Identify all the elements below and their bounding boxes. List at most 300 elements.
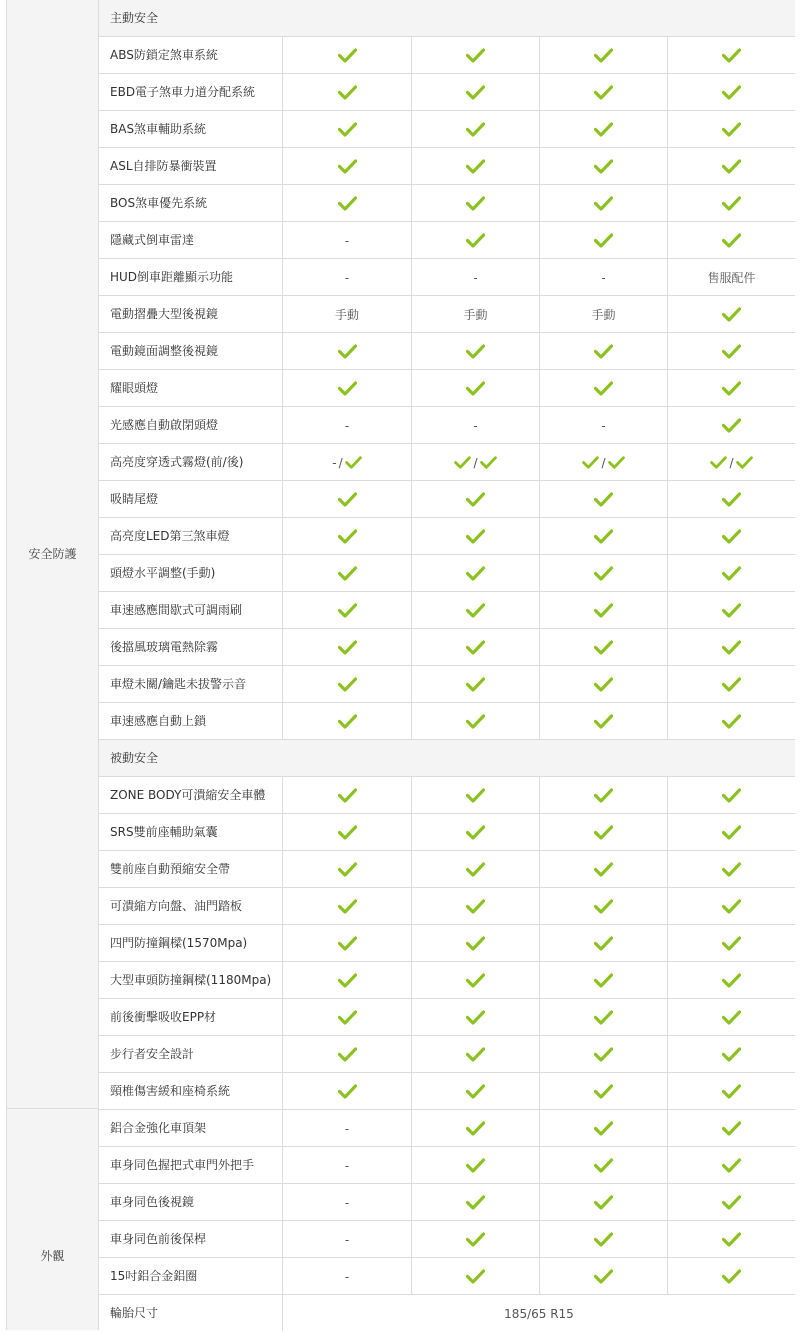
- trim-cell-1: [282, 1221, 411, 1257]
- trim-cell-3: [539, 999, 667, 1035]
- row-label: BOS煞車優先系統: [110, 196, 208, 210]
- check-icon: [466, 1158, 485, 1173]
- trim-cell-4: [667, 1036, 795, 1072]
- trim-cell-3: [539, 444, 667, 480]
- row-label: 步行者安全設計: [110, 1047, 195, 1061]
- check-icon: [722, 899, 741, 914]
- table-row: [99, 666, 795, 703]
- trim-cell-2: [411, 555, 539, 591]
- check-icon: [594, 936, 613, 951]
- trim-cell-1: [282, 592, 411, 628]
- check-icon: [722, 159, 741, 174]
- check-icon: [345, 456, 362, 469]
- check-icon: [466, 714, 485, 729]
- trim-cell-1: [282, 370, 411, 406]
- trim-cell-4: [667, 925, 795, 961]
- check-icon: [594, 344, 613, 359]
- trim-cell-4: [667, 814, 795, 850]
- row-label: 電動摺疊大型後視鏡: [110, 307, 219, 321]
- check-icon: [466, 862, 485, 877]
- check-icon: [338, 1047, 357, 1062]
- check-icon: [466, 529, 485, 544]
- check-icon: [594, 677, 613, 692]
- trim-cell-1: [282, 1110, 411, 1146]
- table-row: [99, 1110, 795, 1147]
- trim-cell-2: [411, 1258, 539, 1294]
- trim-cell-4: [667, 259, 795, 295]
- table-row: [99, 296, 795, 333]
- check-icon: [722, 196, 741, 211]
- cell-text: -: [344, 1121, 350, 1136]
- trim-cell-2: [411, 1184, 539, 1220]
- trim-cell-2: [411, 518, 539, 554]
- check-icon: [722, 1158, 741, 1173]
- table-row: [99, 333, 795, 370]
- check-icon: [466, 1269, 485, 1284]
- table-row: [99, 222, 795, 259]
- section-header-row: [99, 740, 795, 777]
- trim-cell-3: [539, 37, 667, 73]
- tire-size-value: [282, 1295, 795, 1331]
- check-icon: [722, 344, 741, 359]
- row-label: 前後衝擊吸收EPP材: [110, 1010, 217, 1024]
- check-icon: [454, 456, 471, 469]
- trim-cell-1: [282, 851, 411, 887]
- trim-cell-1: [282, 1258, 411, 1294]
- trim-cell-2: [411, 666, 539, 702]
- trim-cell-1: [282, 1073, 411, 1109]
- category-divider: [7, 1108, 98, 1109]
- check-icon: [722, 640, 741, 655]
- table-row: [99, 1221, 795, 1258]
- cell-text: 手動: [463, 307, 488, 322]
- trim-cell-4: [667, 296, 795, 332]
- trim-cell-3: [539, 407, 667, 443]
- row-label: 後擋風玻璃電熱除霧: [110, 640, 219, 654]
- trim-cell-3: [539, 518, 667, 554]
- trim-cell-1: [282, 74, 411, 110]
- trim-cell-4: [667, 1221, 795, 1257]
- row-label: 可潰縮方向盤、油門踏板: [110, 899, 243, 913]
- check-icon: [338, 973, 357, 988]
- check-icon: [338, 640, 357, 655]
- row-label: 高亮度穿透式霧燈(前/後): [110, 455, 244, 469]
- table-left-border: [6, 0, 7, 1330]
- table-row: [99, 1258, 795, 1295]
- check-icon: [722, 418, 741, 433]
- table-row: [99, 1147, 795, 1184]
- check-icon: [338, 492, 357, 507]
- trim-cell-3: [539, 814, 667, 850]
- check-icon: [594, 1084, 613, 1099]
- row-label: 頭燈水平調整(手動): [110, 566, 216, 580]
- trim-cell-4: [667, 1110, 795, 1146]
- trim-cell-4: [667, 148, 795, 184]
- check-icon: [466, 603, 485, 618]
- check-icon: [594, 1010, 613, 1025]
- trim-cell-2: [411, 629, 539, 665]
- trim-cell-2: [411, 444, 539, 480]
- row-label: ASL自排防暴衝裝置: [110, 159, 217, 173]
- check-icon: [722, 307, 741, 322]
- check-icon: [594, 973, 613, 988]
- trim-cell-4: [667, 851, 795, 887]
- category-column: [7, 0, 98, 1330]
- trim-cell-3: [539, 481, 667, 517]
- table-row: [99, 111, 795, 148]
- trim-cell-4: [667, 333, 795, 369]
- trim-cell-1: [282, 333, 411, 369]
- check-icon: [594, 48, 613, 63]
- trim-cell-1: [282, 925, 411, 961]
- check-icon: [480, 456, 497, 469]
- trim-cell-4: [667, 407, 795, 443]
- trim-cell-2: [411, 111, 539, 147]
- table-row: [99, 185, 795, 222]
- slash-separator: /: [338, 455, 343, 470]
- check-icon: [722, 788, 741, 803]
- table-row: [99, 1036, 795, 1073]
- table-row: [99, 407, 795, 444]
- trim-cell-3: [539, 962, 667, 998]
- check-icon: [594, 1121, 613, 1136]
- trim-cell-2: [411, 1110, 539, 1146]
- check-icon: [582, 456, 599, 469]
- row-label: 隱藏式倒車雷達: [110, 233, 195, 247]
- check-icon: [338, 566, 357, 581]
- section-title-active-safety: 主動安全: [110, 11, 159, 25]
- trim-cell-2: [411, 481, 539, 517]
- trim-cell-1: [282, 185, 411, 221]
- trim-cell-1: [282, 148, 411, 184]
- trim-cell-4: [667, 666, 795, 702]
- check-icon: [594, 529, 613, 544]
- trim-cell-3: [539, 1036, 667, 1072]
- check-icon: [594, 1047, 613, 1062]
- check-icon: [466, 122, 485, 137]
- table-row: [99, 888, 795, 925]
- cell-text: -: [344, 1269, 350, 1284]
- check-icon: [594, 566, 613, 581]
- check-icon: [338, 344, 357, 359]
- check-icon: [594, 1232, 613, 1247]
- trim-cell-3: [539, 666, 667, 702]
- trim-cell-4: [667, 777, 795, 813]
- check-icon: [338, 899, 357, 914]
- trim-cell-4: [667, 111, 795, 147]
- check-icon: [736, 456, 753, 469]
- cell-text: 手動: [591, 307, 616, 322]
- cell-text: -: [344, 1158, 350, 1173]
- trim-cell-2: [411, 592, 539, 628]
- check-icon: [594, 603, 613, 618]
- trim-cell-2: [411, 962, 539, 998]
- row-label: ABS防鎖定煞車系統: [110, 48, 218, 62]
- check-icon: [722, 1232, 741, 1247]
- table-row: [99, 37, 795, 74]
- check-icon: [594, 640, 613, 655]
- check-icon: [338, 714, 357, 729]
- trim-cell-4: [667, 222, 795, 258]
- trim-cell-3: [539, 555, 667, 591]
- cell-text: -: [344, 233, 350, 248]
- table-row: [99, 74, 795, 111]
- trim-cell-1: [282, 666, 411, 702]
- check-icon: [338, 936, 357, 951]
- check-icon: [594, 862, 613, 877]
- trim-cell-1: [282, 888, 411, 924]
- trim-cell-3: [539, 259, 667, 295]
- check-icon: [722, 973, 741, 988]
- check-icon: [466, 677, 485, 692]
- table-row: [99, 592, 795, 629]
- check-icon: [594, 85, 613, 100]
- check-icon: [594, 899, 613, 914]
- check-icon: [594, 159, 613, 174]
- check-icon: [466, 1232, 485, 1247]
- trim-cell-4: [667, 629, 795, 665]
- trim-cell-4: [667, 555, 795, 591]
- table-row: [99, 925, 795, 962]
- trim-cell-3: [539, 1110, 667, 1146]
- trim-cell-3: [539, 148, 667, 184]
- check-icon: [722, 1195, 741, 1210]
- trim-cell-4: [667, 999, 795, 1035]
- check-icon: [338, 603, 357, 618]
- trim-cell-3: [539, 1258, 667, 1294]
- row-label: 雙前座自動預縮安全帶: [110, 862, 231, 876]
- check-icon: [466, 492, 485, 507]
- trim-cell-2: [411, 407, 539, 443]
- check-icon: [466, 159, 485, 174]
- trim-cell-2: [411, 1221, 539, 1257]
- trim-cell-3: [539, 703, 667, 739]
- table-row: [99, 851, 795, 888]
- trim-cell-1: [282, 814, 411, 850]
- trim-cell-2: [411, 296, 539, 332]
- check-icon: [338, 1010, 357, 1025]
- check-icon: [722, 233, 741, 248]
- trim-cell-4: [667, 444, 795, 480]
- check-icon: [594, 381, 613, 396]
- check-icon: [466, 381, 485, 396]
- trim-cell-1: [282, 222, 411, 258]
- trim-cell-1: [282, 962, 411, 998]
- check-icon: [722, 381, 741, 396]
- trim-cell-1: [282, 999, 411, 1035]
- trim-cell-4: [667, 1073, 795, 1109]
- trim-cell-1: [282, 407, 411, 443]
- trim-cell-3: [539, 333, 667, 369]
- check-icon: [338, 677, 357, 692]
- trim-cell-1: [282, 1147, 411, 1183]
- check-icon: [722, 122, 741, 137]
- check-icon: [722, 1010, 741, 1025]
- trim-cell-1: [282, 111, 411, 147]
- row-label: HUD倒車距離顯示功能: [110, 270, 234, 284]
- check-icon: [466, 899, 485, 914]
- table-row: [99, 555, 795, 592]
- trim-cell-1: [282, 37, 411, 73]
- check-icon: [338, 825, 357, 840]
- cell-text: -: [332, 455, 337, 470]
- row-label: 耀眼頭燈: [110, 381, 159, 395]
- check-icon: [338, 85, 357, 100]
- trim-cell-3: [539, 1073, 667, 1109]
- table-row: [99, 1184, 795, 1221]
- check-icon: [594, 122, 613, 137]
- check-icon: [722, 677, 741, 692]
- trim-cell-1: [282, 703, 411, 739]
- trim-cell-4: [667, 888, 795, 924]
- trim-cell-1: [282, 629, 411, 665]
- table-row: [99, 814, 795, 851]
- row-label: 電動鏡面調整後視鏡: [110, 344, 219, 358]
- check-icon: [466, 233, 485, 248]
- trim-cell-2: [411, 74, 539, 110]
- trim-cell-3: [539, 222, 667, 258]
- check-icon: [338, 381, 357, 396]
- trim-cell-1: [282, 555, 411, 591]
- check-icon: [466, 973, 485, 988]
- trim-cell-4: [667, 1147, 795, 1183]
- row-label: 高亮度LED第三煞車燈: [110, 529, 230, 543]
- trim-cell-2: [411, 703, 539, 739]
- trim-cell-3: [539, 629, 667, 665]
- row-label: 鋁合金強化車頂架: [110, 1121, 207, 1135]
- trim-cell-1: [282, 444, 411, 480]
- section-title-passive-safety: 被動安全: [110, 751, 159, 765]
- row-label: ZONE BODY可潰縮安全車體: [110, 788, 266, 802]
- row-label: 車身同色前後保桿: [110, 1232, 207, 1246]
- check-icon: [466, 48, 485, 63]
- trim-cell-1: [282, 1184, 411, 1220]
- row-label: 車速感應間歇式可調雨刷: [110, 603, 243, 617]
- cell-text: -: [344, 1232, 350, 1247]
- trim-cell-4: [667, 37, 795, 73]
- trim-cell-3: [539, 777, 667, 813]
- row-label: 大型車頭防撞鋼樑(1180Mpa): [110, 973, 272, 987]
- check-icon: [722, 862, 741, 877]
- category-label-safety: 安全防護: [28, 547, 77, 561]
- trim-cell-1: [282, 481, 411, 517]
- trim-cell-2: [411, 999, 539, 1035]
- section-header-row: [99, 0, 795, 37]
- table-row: [99, 481, 795, 518]
- trim-cell-2: [411, 37, 539, 73]
- check-icon: [338, 529, 357, 544]
- table-row: [99, 259, 795, 296]
- trim-cell-4: [667, 592, 795, 628]
- check-icon: [338, 196, 357, 211]
- trim-cell-2: [411, 777, 539, 813]
- check-icon: [594, 714, 613, 729]
- check-icon: [722, 936, 741, 951]
- check-icon: [466, 640, 485, 655]
- trim-cell-3: [539, 925, 667, 961]
- check-icon: [722, 566, 741, 581]
- check-icon: [608, 456, 625, 469]
- check-icon: [466, 1195, 485, 1210]
- row-label: BAS煞車輔助系統: [110, 122, 207, 136]
- row-label: 光感應自動啟閉頭燈: [110, 418, 219, 432]
- trim-cell-3: [539, 111, 667, 147]
- check-icon: [466, 788, 485, 803]
- table-row: [99, 962, 795, 999]
- row-label: 車速感應自動上鎖: [110, 714, 207, 728]
- check-icon: [594, 492, 613, 507]
- row-label: 車身同色握把式車門外把手: [110, 1158, 255, 1172]
- trim-cell-4: [667, 962, 795, 998]
- trim-cell-3: [539, 296, 667, 332]
- trim-cell-2: [411, 222, 539, 258]
- trim-cell-3: [539, 851, 667, 887]
- cell-text: -: [601, 418, 606, 433]
- check-icon: [466, 566, 485, 581]
- check-icon: [466, 1047, 485, 1062]
- row-label: 車燈未關/鑰匙未拔警示音: [110, 677, 247, 691]
- check-icon: [594, 825, 613, 840]
- check-icon: [466, 196, 485, 211]
- trim-cell-2: [411, 333, 539, 369]
- trim-cell-2: [411, 888, 539, 924]
- trim-cell-3: [539, 1221, 667, 1257]
- check-icon: [722, 85, 741, 100]
- check-icon: [722, 492, 741, 507]
- row-label: 車身同色後視鏡: [110, 1195, 195, 1209]
- check-icon: [594, 1195, 613, 1210]
- trim-cell-4: [667, 703, 795, 739]
- cell-text: 手動: [334, 307, 359, 322]
- table-row: [99, 1295, 795, 1332]
- row-label: 15吋鋁合金鋁圈: [110, 1269, 198, 1283]
- table-row: [99, 518, 795, 555]
- trim-cell-3: [539, 370, 667, 406]
- check-icon: [722, 1047, 741, 1062]
- table-row: [99, 444, 795, 481]
- check-icon: [594, 196, 613, 211]
- check-icon: [594, 788, 613, 803]
- check-icon: [722, 1121, 741, 1136]
- cell-text: -: [601, 270, 606, 285]
- check-icon: [338, 48, 357, 63]
- trim-cell-2: [411, 1036, 539, 1072]
- check-icon: [722, 529, 741, 544]
- check-icon: [466, 1084, 485, 1099]
- trim-cell-2: [411, 185, 539, 221]
- slash-separator: /: [729, 455, 734, 470]
- check-icon: [594, 233, 613, 248]
- trim-cell-4: [667, 518, 795, 554]
- slash-separator: /: [473, 455, 478, 470]
- trim-cell-2: [411, 259, 539, 295]
- check-icon: [722, 825, 741, 840]
- row-label-tire-size: 輪胎尺寸: [110, 1306, 159, 1320]
- trim-cell-4: [667, 1258, 795, 1294]
- trim-cell-3: [539, 1184, 667, 1220]
- cell-text: -: [344, 270, 350, 285]
- check-icon: [466, 85, 485, 100]
- trim-cell-3: [539, 74, 667, 110]
- trim-cell-3: [539, 185, 667, 221]
- cell-text: -: [344, 418, 350, 433]
- trim-cell-4: [667, 370, 795, 406]
- cell-text: -: [344, 1195, 350, 1210]
- trim-cell-1: [282, 259, 411, 295]
- check-icon: [722, 603, 741, 618]
- trim-cell-2: [411, 148, 539, 184]
- check-icon: [466, 1121, 485, 1136]
